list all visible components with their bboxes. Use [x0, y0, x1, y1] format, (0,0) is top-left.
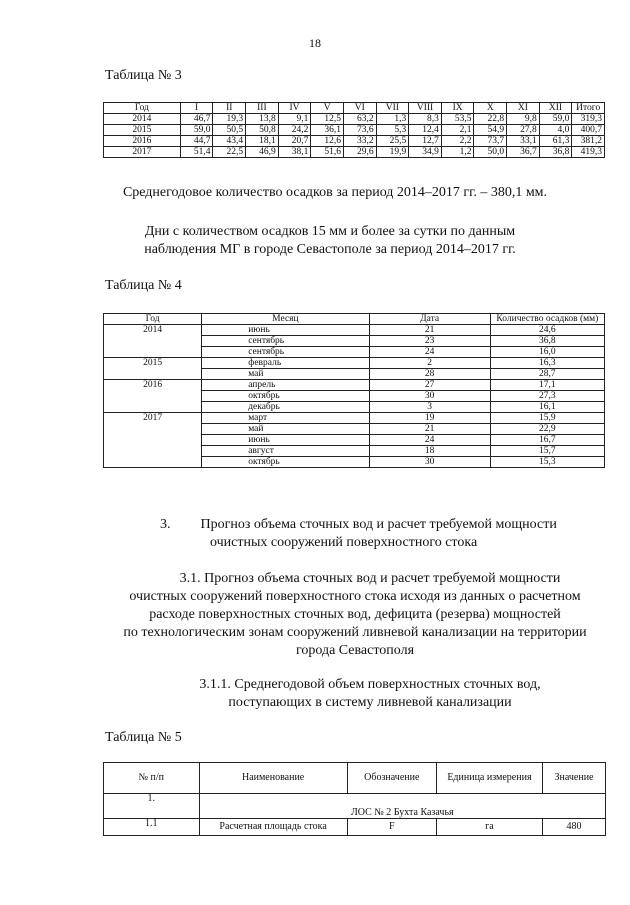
section-line: расходе поверхностных сточных вод, дефицита (резерва) мощностей [149, 607, 561, 622]
value-cell: 1,2 [441, 147, 474, 158]
table-row [104, 114, 605, 125]
table-header-row [104, 103, 605, 114]
year-cell: 2016 [104, 136, 181, 147]
section-line: по технологическим зонам сооружений ливневой канализации на территории [123, 625, 587, 640]
section-line: очистных сооружений поверхностного стока исходя из данных о расчетном [129, 589, 581, 604]
month-cell: февраль [202, 358, 369, 369]
value-cell: 1,3 [376, 114, 409, 125]
value-cell: 2,1 [441, 125, 474, 136]
year-cell: 2016 [104, 380, 202, 391]
table-row [104, 424, 605, 435]
date-cell: 30 [369, 457, 490, 468]
precipitation-cell: 15,7 [490, 446, 604, 457]
value-cell: 419,3 [572, 147, 605, 158]
column-header: XII [539, 103, 572, 114]
value-cell: 22,8 [474, 114, 507, 125]
table-cell: Расчетная площадь стока [199, 819, 347, 836]
column-header: Дата [369, 314, 490, 325]
year-cell: 2015 [104, 358, 202, 369]
column-header: Наименование [199, 763, 347, 794]
heavy-rain-days-table [103, 313, 605, 468]
year-cell: 2014 [104, 114, 181, 125]
table-row [104, 325, 605, 336]
table-row [104, 136, 605, 147]
table5-caption: Таблица № 5 [105, 730, 182, 745]
value-cell: 51,4 [180, 147, 213, 158]
year-cell [104, 457, 202, 468]
month-cell: октябрь [202, 457, 369, 468]
value-cell: 12,7 [409, 136, 442, 147]
value-cell: 43,4 [213, 136, 246, 147]
table-cell: га [436, 819, 542, 836]
column-header: X [474, 103, 507, 114]
date-cell: 28 [369, 369, 490, 380]
month-cell: сентябрь [202, 336, 369, 347]
precipitation-cell: 27,3 [490, 391, 604, 402]
value-cell: 12,4 [409, 125, 442, 136]
value-cell: 36,7 [507, 147, 540, 158]
value-cell: 33,1 [507, 136, 540, 147]
table-row [104, 147, 605, 158]
column-header: V [311, 103, 344, 114]
table-row [104, 435, 605, 446]
date-cell: 21 [369, 424, 490, 435]
column-header: XI [507, 103, 540, 114]
value-cell: 46,9 [246, 147, 279, 158]
value-cell: 50,8 [246, 125, 279, 136]
year-cell: 2017 [104, 147, 181, 158]
table-row [104, 347, 605, 358]
value-cell: 46,7 [180, 114, 213, 125]
heading-line: Дни с количеством осадков 15 мм и более за сутки по данным [144, 224, 516, 239]
column-header: Обозначение [347, 763, 436, 794]
value-cell: 54,9 [474, 125, 507, 136]
value-cell: 53,5 [441, 114, 474, 125]
month-cell: август [202, 446, 369, 457]
table-row [104, 391, 605, 402]
table-header-row [104, 763, 606, 794]
precipitation-cell: 17,1 [490, 380, 604, 391]
row-number: 1. [104, 794, 200, 819]
date-cell: 30 [369, 391, 490, 402]
section-title-line: очистных сооружений поверхностного стока [210, 535, 478, 550]
precipitation-cell: 15,3 [490, 457, 604, 468]
year-cell: 2017 [104, 413, 202, 424]
table-cell: 480 [542, 819, 605, 836]
page-number: 18 [309, 36, 321, 50]
column-header: VIII [409, 103, 442, 114]
table-row [104, 125, 605, 136]
column-header: Год [104, 103, 181, 114]
table-row [104, 413, 605, 424]
section-line: 3.1. Прогноз объема сточных вод и расчет требуемой мощности [179, 571, 561, 586]
column-header: Итого [572, 103, 605, 114]
value-cell: 2,2 [441, 136, 474, 147]
value-cell: 73,7 [474, 136, 507, 147]
year-cell: 2015 [104, 125, 181, 136]
column-header: II [213, 103, 246, 114]
value-cell: 63,2 [343, 114, 376, 125]
year-cell [104, 435, 202, 446]
table-row [104, 819, 606, 836]
month-cell: март [202, 413, 369, 424]
month-cell: октябрь [202, 391, 369, 402]
year-cell [104, 347, 202, 358]
table4-caption: Таблица № 4 [105, 278, 182, 293]
column-header: IV [278, 103, 311, 114]
column-header: № п/п [104, 763, 200, 794]
value-cell: 9,1 [278, 114, 311, 125]
value-cell: 29,6 [343, 147, 376, 158]
value-cell: 19,9 [376, 147, 409, 158]
value-cell: 381,2 [572, 136, 605, 147]
section-3-1-1-heading [150, 676, 590, 712]
date-cell: 23 [369, 336, 490, 347]
year-cell [104, 424, 202, 435]
value-cell: 50,5 [213, 125, 246, 136]
month-cell: июнь [202, 325, 369, 336]
value-cell: 319,3 [572, 114, 605, 125]
value-cell: 12,5 [311, 114, 344, 125]
date-cell: 2 [369, 358, 490, 369]
year-cell [104, 369, 202, 380]
precipitation-cell: 16,7 [490, 435, 604, 446]
value-cell: 4,0 [539, 125, 572, 136]
value-cell: 25,5 [376, 136, 409, 147]
value-cell: 13,8 [246, 114, 279, 125]
column-header: Единица измерения [436, 763, 542, 794]
group-title: ЛОС № 2 Бухта Казачья [199, 794, 605, 819]
value-cell: 51,6 [311, 147, 344, 158]
section-3-1-heading [100, 570, 610, 660]
value-cell: 61,3 [539, 136, 572, 147]
table-row [104, 369, 605, 380]
column-header: Значение [542, 763, 605, 794]
year-cell [104, 402, 202, 413]
year-cell [104, 446, 202, 457]
table3-caption: Таблица № 3 [105, 68, 182, 83]
value-cell: 24,2 [278, 125, 311, 136]
section-line: 3.1.1. Среднегодовой объем поверхностных сточных вод, [199, 677, 541, 692]
value-cell: 8,3 [409, 114, 442, 125]
value-cell: 22,5 [213, 147, 246, 158]
value-cell: 400,7 [572, 125, 605, 136]
month-cell: декабрь [202, 402, 369, 413]
column-header: IX [441, 103, 474, 114]
table-row [104, 380, 605, 391]
precipitation-cell: 22,9 [490, 424, 604, 435]
column-header: Месяц [202, 314, 369, 325]
precipitation-cell: 16,3 [490, 358, 604, 369]
runoff-parameters-table [103, 762, 606, 836]
year-cell: 2014 [104, 325, 202, 336]
month-cell: сентябрь [202, 347, 369, 358]
section-line: города Севастополя [295, 643, 415, 658]
table-row [104, 336, 605, 347]
section-title-line: Прогноз объема сточных вод и расчет требуемой мощности [200, 517, 557, 532]
value-cell: 19,3 [213, 114, 246, 125]
date-cell: 3 [369, 402, 490, 413]
average-precipitation-text: Среднегодовое количество осадков за период 2014–2017 гг. – 380,1 мм. [122, 185, 548, 200]
table-cell: 1.1 [104, 819, 200, 836]
column-header: VI [343, 103, 376, 114]
column-header: I [180, 103, 213, 114]
section-number: 3. [160, 517, 171, 532]
value-cell: 20,7 [278, 136, 311, 147]
heading-line: наблюдения МГ в городе Севастополе за период 2014–2017 гг. [144, 242, 516, 257]
table-cell: F [347, 819, 436, 836]
heavy-rain-days-heading [0, 223, 630, 259]
date-cell: 19 [369, 413, 490, 424]
value-cell: 27,8 [507, 125, 540, 136]
precipitation-cell: 24,6 [490, 325, 604, 336]
value-cell: 33,2 [343, 136, 376, 147]
date-cell: 24 [369, 347, 490, 358]
date-cell: 18 [369, 446, 490, 457]
month-cell: июнь [202, 435, 369, 446]
group-row [104, 794, 606, 819]
month-cell: май [202, 369, 369, 380]
date-cell: 24 [369, 435, 490, 446]
value-cell: 38,1 [278, 147, 311, 158]
date-cell: 27 [369, 380, 490, 391]
value-cell: 36,1 [311, 125, 344, 136]
value-cell: 5,3 [376, 125, 409, 136]
value-cell: 12,6 [311, 136, 344, 147]
value-cell: 59,0 [539, 114, 572, 125]
table-row [104, 358, 605, 369]
precipitation-cell: 16,1 [490, 402, 604, 413]
value-cell: 50,0 [474, 147, 507, 158]
value-cell: 44,7 [180, 136, 213, 147]
section-line: поступающих в систему ливневой канализации [228, 695, 512, 710]
table-row [104, 457, 605, 468]
precipitation-monthly-table [103, 102, 605, 158]
table-row [104, 402, 605, 413]
value-cell: 59,0 [180, 125, 213, 136]
precipitation-cell: 36,8 [490, 336, 604, 347]
table-row [104, 446, 605, 457]
precipitation-cell: 15,9 [490, 413, 604, 424]
precipitation-cell: 28,7 [490, 369, 604, 380]
column-header: Количество осадков (мм) [490, 314, 604, 325]
precipitation-cell: 16,0 [490, 347, 604, 358]
month-cell: май [202, 424, 369, 435]
value-cell: 18,1 [246, 136, 279, 147]
value-cell: 9,8 [507, 114, 540, 125]
value-cell: 34,9 [409, 147, 442, 158]
section-3-heading [160, 516, 600, 552]
column-header: VII [376, 103, 409, 114]
table-header-row [104, 314, 605, 325]
column-header: III [246, 103, 279, 114]
date-cell: 21 [369, 325, 490, 336]
column-header: Год [104, 314, 202, 325]
value-cell: 73,6 [343, 125, 376, 136]
year-cell [104, 391, 202, 402]
year-cell [104, 336, 202, 347]
month-cell: апрель [202, 380, 369, 391]
value-cell: 36,8 [539, 147, 572, 158]
